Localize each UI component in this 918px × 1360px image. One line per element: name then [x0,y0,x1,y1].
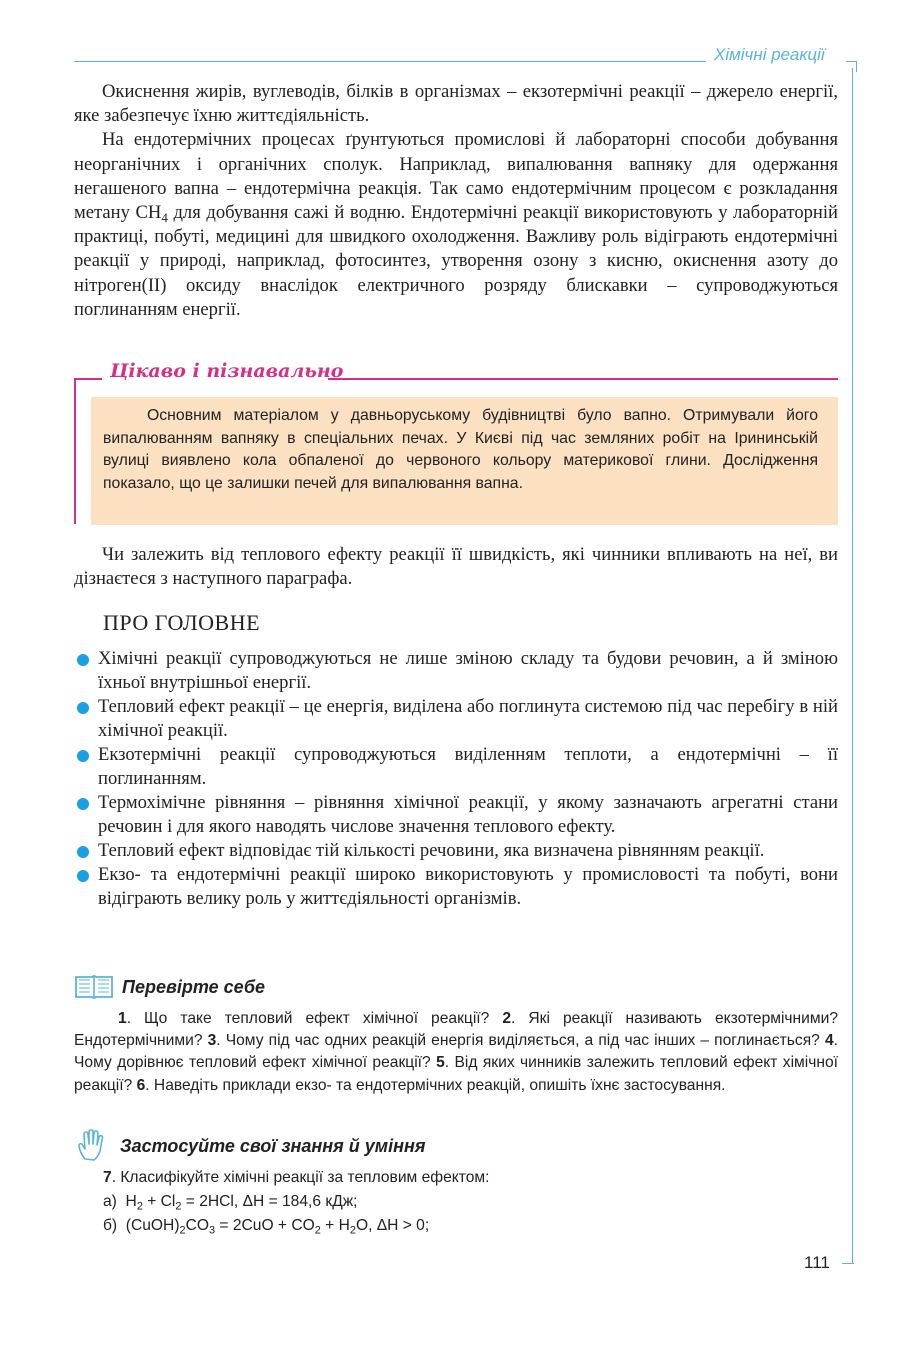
check-yourself-header [74,972,265,1002]
reaction-a: а) $H_2 + Cl_2 = 2HCl$, ΔH = 184,6 кДж; [103,1193,358,1213]
summary-list [74,647,838,911]
list-item: Тепловий ефект реакції – це енергія, виділена або поглинута системою під час перебігу в ній хімічної реакції. [74,695,838,743]
interesting-box-body [91,397,838,525]
summary-title: ПРО ГОЛОВНЕ [103,610,261,635]
paragraph-exothermic: Окиснення жирів, вуглеводів, білків в організмах – екзотермічні реакції – джерело енергії, яке забезпечує їхню життєдіяльність. [74,81,838,127]
margin-rule [852,68,853,1263]
list-item: Екзотермічні реакції супроводжуються виділенням теплоти, а ендотермічні – її поглинанням. [74,743,838,791]
list-item: Тепловий ефект відповідає тій кількості речовини, яка визначена рівнянням реакції. [74,839,838,863]
apply-knowledge-header [76,1131,425,1161]
reaction-b: б) $(CuOH)_2CO_3 = 2CuO + CO_2 + H_2O$, ΔH > 0; [103,1217,430,1237]
subscript: 4 [161,209,168,225]
page-number-tick [842,1263,854,1264]
page-number: 111 [804,1253,830,1272]
hand-icon [76,1129,106,1163]
task-7: 7. Класифікуйте хімічні реакції за тепловим ефектом: а) $H_2 + Cl_2 = 2HCl$, ΔH = 184,6 кДж; б) $(CuOH)_2CO_3 = 2CuO + CO_2 + H_2O$, ΔH > 0; [103,1169,490,1237]
list-item: Хімічні реакції супроводжуються не лише зміною складу та будови речовин, а й зміною їхньої внутрішньої енергії. [74,647,838,695]
check-yourself-title: Перевірте себе [122,976,266,997]
apply-knowledge-title: Застосуйте свої знання й уміння [120,1135,426,1156]
header-rule [74,61,706,62]
questions-text: 1. Що таке тепловий ефект хімічної реакції? 2. Які реакції називають екзотермічними? Ендотермічними? 3. Чому під час одних реакцій енергія виділяється, а під час інших – поглинається? 4. Чому дорівнює тепловий ефект хімічної реакції? 5. Від яких чинників залежить тепловий ефект хімічної реакції? 6. Наведіть приклади екзо- та ендотермічних реакцій, опишіть їхнє застосування. [74,1010,838,1094]
interesting-box-title: Цікаво і пізнавально [110,360,344,382]
transition-text: Чи залежить від теплового ефекту реакції її швидкість, які чинники впливають на неї, ви дізнаєтеся з наступного параграфа. [74,544,838,590]
chapter-title: Хімічні реакції [714,45,825,64]
open-book-icon [74,973,114,1001]
list-item: Термохімічне рівняння – рівняння хімічної реакції, у якому зазначають агрегатні стани речовин і для якого наводять числове значення теплового ефекту. [74,791,838,839]
paragraph-endothermic: На ендотермічних процесах ґрунтуються промислові й лабораторні способи добування неорганічних і органічних сполук. Наприклад, випалювання вапняку для одержання негашеного вапна – ендотермічна реакція. Так само ендотермічним процесом є розкладання метану $CH_4$ для добування сажі й водню. Ендотермічні реакції використовують у лабораторній практиці, побуті, медицині для швидкого охолодження. Важливу роль відіграють ендотермічні реакції у природі, наприклад, фотосинтез, утворення озону з кисню, окиснення азоту до нітроген(ІІ) оксиду внаслідок електричного розряду блискавки – супроводжуються поглинанням енергії. [74,129,838,320]
intro-text [74,80,838,322]
interesting-box-header [74,360,838,382]
list-item: Екзо- та ендотермічні реакції широко використовують у промисловості та побуті, вони відіграють велику роль у життєдіяльності організмів. [74,863,838,911]
interesting-box-text: Основним матеріалом у давньоруському будівництві було вапно. Отримували його випалюванням вапняку в спеціальних печах. У Києві під час земляних робіт на Ірининській вулиці виявлено кола обпаленої до червоного кольору материкової глини. Дослідження показало, що це залишки печей для випалювання вапна. [103,407,818,492]
